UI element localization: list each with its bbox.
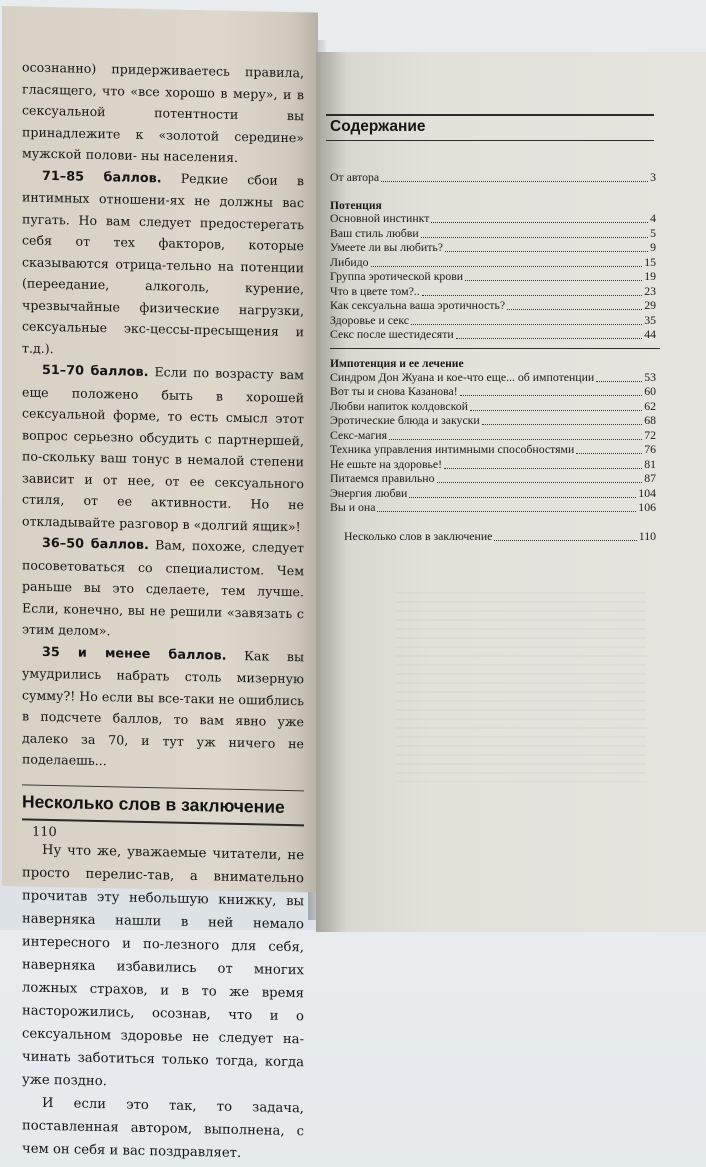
- toc-entry-page: 15: [644, 254, 656, 269]
- conclusion-paragraph: И если это так, то задача, поставленная автором, выполнена, с чем он себя и вас поздравляет.: [22, 1095, 304, 1162]
- toc-entry: [330, 486, 656, 501]
- toc-entry-title: Секс-магия: [330, 427, 388, 442]
- toc-entry: [330, 443, 656, 458]
- leader-dots: [482, 424, 642, 425]
- table-of-contents: [330, 170, 656, 544]
- toc-entry-title: Вот ты и снова Казанова!: [330, 384, 458, 398]
- toc-entry: [330, 414, 656, 429]
- toc-entry-title: Умеете ли вы любить?: [330, 240, 443, 254]
- leader-dots: [377, 511, 636, 512]
- toc-entry-title: От автора: [330, 169, 380, 184]
- leader-dots: [456, 338, 643, 339]
- text-line: ны населения.: [141, 147, 239, 165]
- leader-dots: [381, 181, 648, 182]
- para-score-36-50: [22, 531, 304, 645]
- toc-entry-title: Либидо: [330, 254, 369, 269]
- toc-section-entries: [330, 370, 656, 515]
- toc-entry-title: Вы и она: [330, 500, 376, 514]
- toc-entry-page: 60: [644, 384, 656, 398]
- toc-entry-title: Секс после шестидесяти: [330, 327, 454, 341]
- left-page: [2, 6, 318, 1162]
- toc-entry: [330, 226, 656, 241]
- toc-entry-title: Группа эротической крови: [330, 269, 464, 283]
- score-label: 36–50 баллов.: [42, 535, 149, 554]
- toc-entry: [330, 212, 656, 227]
- toc-entry-title: Здоровье и секс: [330, 312, 410, 327]
- toc-entry-title: Как сексуальна ваша эротичность?: [330, 298, 506, 312]
- toc-entry-page: 5: [650, 225, 656, 240]
- toc-entry-page: 4: [650, 211, 656, 225]
- toc-section-potency: [330, 197, 656, 212]
- toc-entry: [330, 284, 656, 299]
- toc-entry-title: Эротические блюда и закуски: [330, 413, 480, 427]
- toc-entry-page: 87: [644, 471, 656, 485]
- text-line: осознанно) придерживаетесь правила, гласящего, что: [22, 59, 304, 99]
- leader-dots: [460, 395, 643, 396]
- leader-dots: [389, 439, 642, 440]
- toc-entry: [330, 385, 656, 400]
- toc-entry-title: Несколько слов в заключение: [344, 528, 493, 543]
- toc-entry: [330, 255, 656, 270]
- conclusion-heading: Несколько слов в заключение: [22, 790, 285, 817]
- toc-entry-page: 3: [650, 169, 656, 184]
- toc-entry-title: Техника управления интимными способностями: [330, 442, 575, 456]
- leader-dots: [444, 468, 642, 469]
- left-page-number: 110: [32, 824, 57, 841]
- toc-entry-page: 72: [644, 427, 656, 442]
- toc-entry-page: 53: [644, 369, 656, 384]
- title-bottom-rule: [326, 140, 654, 141]
- para-score-35: [22, 640, 304, 776]
- toc-entry: [330, 241, 656, 256]
- toc-entry: [330, 313, 656, 328]
- para-text: Если по возрасту вам еще положено быть в хорошей сексуальной форме, то есть смысл этот вопрос серьезно обсудить с партнершей, по-скольку ваш тонус в немалой степени зависит и от нее, от ее сексуального стиля, от ее активности. Но не откладывайте разговор в «долгий ящик»!: [22, 364, 304, 534]
- toc-entry-page: 106: [638, 500, 656, 514]
- divider: [22, 784, 304, 791]
- para-intro: [22, 56, 304, 169]
- title-top-rule: [326, 114, 654, 116]
- toc-section-impotence: [330, 355, 656, 370]
- toc-entry-page: 110: [638, 528, 656, 543]
- toc-entry: [330, 457, 656, 472]
- leader-dots: [421, 237, 648, 238]
- text-line: принадлежите к «золотой середине» мужской полови-: [22, 123, 304, 163]
- toc-entry: [330, 370, 656, 385]
- toc-entry-title: Энергия любви: [330, 485, 408, 500]
- toc-section-title: Импотенция и ее лечение: [330, 357, 464, 370]
- toc-entry-page: 44: [644, 327, 656, 341]
- leader-dots: [422, 295, 643, 296]
- toc-entry-page: 19: [644, 269, 656, 283]
- conclusion-paragraph: Ну что же, уважаемые читатели, не просто перелис-тав, а внимательно прочитав эту небольшую книжку, вы наверняка нашли в ней немало интересного и по-лезного для себя, наверняка избавились от многих ложных страхов, и в то же время насторожились, осознав, что и о сексуальном здоровье не следует на-чинать заботиться только тогда, когда уже поздно.: [22, 842, 304, 1090]
- toc-entry-page: 62: [644, 398, 656, 413]
- toc-entry: [330, 501, 656, 516]
- toc-entry: [330, 299, 656, 314]
- conclusion-text: [22, 838, 304, 1166]
- toc-entry: [330, 399, 656, 414]
- para-text: Как вы умудрились набрать столь мизерную сумму?! Но если вы все-таки не ошиблись в подсчете баллов, то вам явно уже далеко за 70, и тут уж ничего не поделаешь...: [22, 647, 304, 769]
- left-page-text: [22, 56, 304, 1166]
- toc-entry-page: 76: [644, 442, 656, 456]
- toc-entry-page: 29: [644, 298, 656, 312]
- right-page: [316, 52, 706, 932]
- toc-entry-title: Не ешьте на здоровье!: [330, 456, 443, 471]
- leader-dots: [445, 251, 648, 252]
- toc-entry: [330, 328, 656, 343]
- leader-dots: [431, 222, 648, 223]
- heading-underline: [22, 818, 304, 826]
- leader-dots: [596, 381, 642, 382]
- toc-entry-page: 104: [638, 485, 656, 500]
- leader-dots: [507, 309, 642, 310]
- toc-entry-title: Питаемся правильно: [330, 471, 435, 485]
- toc-entry: [330, 270, 656, 285]
- leader-dots: [470, 410, 642, 411]
- toc-entry-title: Синдром Дон Жуана и кое-что еще... об импотенции: [330, 369, 595, 384]
- text-line: «все хорошо в меру», и в сексуальной потентности вы: [22, 83, 304, 124]
- leader-dots: [576, 453, 642, 454]
- score-label: 35 и менее баллов.: [42, 644, 227, 664]
- leader-dots: [409, 497, 636, 498]
- toc-entry: [330, 529, 656, 544]
- para-score-71-85: [22, 164, 304, 364]
- toc-entry-page: 23: [644, 283, 656, 298]
- toc-entry-page: 9: [650, 240, 656, 254]
- toc-entry-page: 68: [644, 413, 656, 427]
- toc-entry-title: Что в цвете том?..: [330, 283, 420, 298]
- toc-entry-page: 35: [644, 312, 656, 327]
- toc-entry: [330, 428, 656, 443]
- toc-section-entries: [330, 212, 656, 343]
- leader-dots: [494, 540, 636, 541]
- toc-entry: [330, 170, 656, 185]
- para-text: Вам, похоже, следует посоветоваться со специалистом. Чем раньше вы это сделаете, тем лучше. Если, конечно, вы не решили «завязать с этим делом».: [22, 537, 304, 639]
- contents-title: Содержание: [330, 118, 426, 135]
- score-label: 71–85 баллов.: [42, 168, 162, 186]
- para-text: Редкие сбои в интимных отношени-ях не должны вас пугать. Но вам следует предостерегать себя от тех факторов, которые сказываются отрица-тельно на потенции (переедание, алкоголь, курение, чрезвычайные физические нагрузки, сексуальные экс-цессы-пресыщения и т.д.).: [22, 169, 304, 356]
- toc-entry-title: Ваш стиль любви: [330, 225, 419, 240]
- leader-dots: [465, 280, 642, 281]
- toc-entry: [330, 472, 656, 487]
- leader-dots: [371, 266, 643, 267]
- score-label: 51–70 баллов.: [42, 362, 149, 381]
- toc-entry-title: Любви напиток колдовской: [330, 398, 468, 413]
- toc-entry-title: Основной инстинкт: [330, 211, 430, 225]
- para-score-51-70: [22, 358, 304, 537]
- toc-section-title: Потенция: [330, 198, 382, 212]
- toc-entry-page: 81: [644, 456, 656, 471]
- leader-dots: [437, 482, 643, 483]
- section-rule: [330, 348, 660, 349]
- show-through-text: [396, 592, 646, 782]
- leader-dots: [411, 324, 642, 325]
